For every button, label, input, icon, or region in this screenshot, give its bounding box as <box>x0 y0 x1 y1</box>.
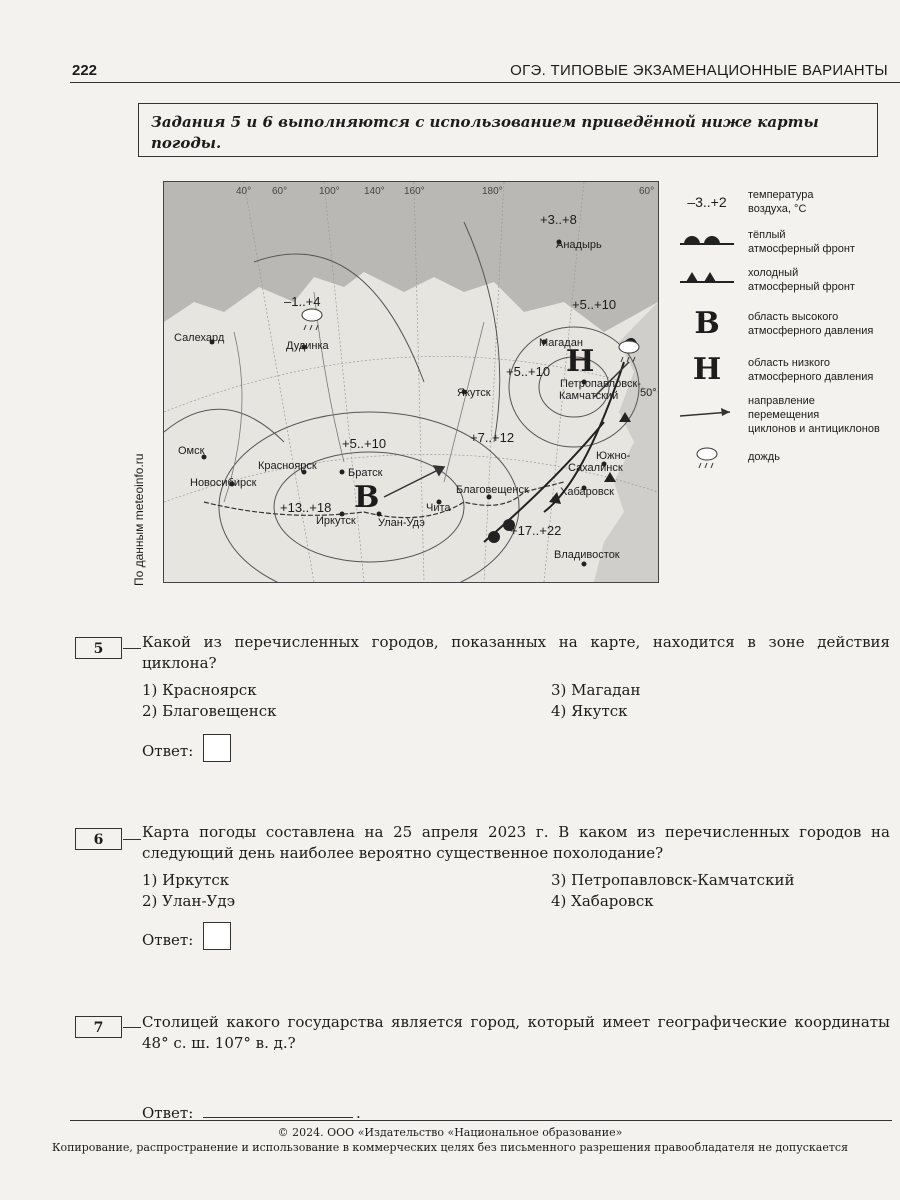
legend-text: воздуха, °С <box>748 203 807 215</box>
answer-option: 4) Якутск <box>551 702 628 720</box>
answer-label: Ответ: <box>142 931 194 949</box>
page-number: 222 <box>72 62 98 79</box>
legend-text: область высокого <box>748 311 839 323</box>
city-label: Петропавловск- <box>560 378 641 390</box>
high-pressure-marker: В <box>354 480 380 515</box>
legend-text: атмосферного давления <box>748 325 874 337</box>
temperature-label: +3..+8 <box>540 212 577 227</box>
lon-label: 60° <box>639 186 655 197</box>
lon-label: 180° <box>482 186 503 197</box>
city-label: Камчатский <box>559 390 619 402</box>
temperature-label: +7..+12 <box>470 430 515 445</box>
temperature-label: +13..+18 <box>280 500 332 515</box>
lon-label: 160° <box>404 186 425 197</box>
low-pressure-letter: Н <box>692 352 722 387</box>
footer-copyright: © 2024. ООО «Издательство «Национальное образование» <box>277 1126 623 1139</box>
question-number: 6 <box>75 828 122 850</box>
footer-notice: Копирование, распространение и использование в коммерческих целях без письменного разрешения правообладателя не допускается <box>51 1141 849 1154</box>
city-label: Улан-Удэ <box>378 517 425 529</box>
answer-option: 1) Красноярск <box>142 681 257 699</box>
arrow-icon <box>672 394 742 434</box>
answer-box[interactable] <box>203 734 231 762</box>
city-label: Иркутск <box>316 515 356 527</box>
answer-option: 3) Магадан <box>551 681 641 699</box>
city-label: Братск <box>348 467 383 479</box>
city-label: Благовещенск <box>456 484 529 496</box>
temperature-label: –1..+4 <box>284 294 321 309</box>
high-pressure-letter: В <box>694 306 720 341</box>
answer-option: 1) Иркутск <box>142 871 230 889</box>
header-divider <box>70 82 900 83</box>
low-pressure-marker: Н <box>566 344 595 379</box>
lon-label: 40° <box>236 186 252 197</box>
footer-divider <box>70 1120 892 1121</box>
task-intro: Задания 5 и 6 выполняются с использованием приведённой ниже карты погоды. <box>138 103 878 157</box>
legend-text: атмосферного давления <box>748 371 874 383</box>
map-source: По данным meteoinfo.ru <box>132 453 146 586</box>
city-label: Салехард <box>174 332 225 344</box>
lat-label: 50° <box>640 387 657 399</box>
city-label: Анадырь <box>556 239 602 251</box>
answer-box[interactable] <box>203 922 231 950</box>
temperature-label: +5..+10 <box>342 436 387 451</box>
answer-label: Ответ: <box>142 1104 194 1122</box>
answer-line[interactable] <box>203 1103 353 1118</box>
running-title: ОГЭ. ТИПОВЫЕ ЭКЗАМЕНАЦИОННЫЕ ВАРИАНТЫ <box>510 62 888 79</box>
city-label: Южно- <box>596 450 631 462</box>
legend-text: перемещения <box>748 409 820 421</box>
question-text: Карта погоды составлена на 25 апреля 2023 г. В каком из перечисленных городов на следующий день наиболее вероятно существенное похолодание? <box>142 823 890 862</box>
lon-label: 140° <box>364 186 385 197</box>
cold-front-icon <box>672 266 742 286</box>
map-legend <box>672 180 897 470</box>
city-label: Чита <box>426 502 451 514</box>
weather-map <box>163 181 659 583</box>
city-label: Магадан <box>539 337 583 349</box>
legend-text: температура <box>748 189 814 201</box>
question-text: Какой из перечисленных городов, показанных на карте, находится в зоне действия циклона? <box>142 633 890 672</box>
city-label: Красноярск <box>258 460 317 472</box>
legend-text: атмосферный фронт <box>748 243 855 255</box>
legend-text: направление <box>748 395 815 407</box>
rain-legend-icon <box>672 446 742 470</box>
legend-text: область низкого <box>748 357 830 369</box>
city-label: Сахалинск <box>568 462 623 474</box>
city-label: Владивосток <box>554 549 620 561</box>
city-label: Новосибирск <box>190 477 257 489</box>
temperature-label: +5..+10 <box>506 364 551 379</box>
legend-text: дождь <box>748 451 780 463</box>
answer-suffix: . <box>356 1104 361 1122</box>
answer-option: 4) Хабаровск <box>551 892 654 910</box>
lon-label: 100° <box>319 186 340 197</box>
city-label: Хабаровск <box>560 486 614 498</box>
warm-front-icon <box>672 228 742 248</box>
answer-option: 2) Улан-Удэ <box>142 892 236 910</box>
answer-option: 3) Петропавловск-Камчатский <box>551 871 795 889</box>
legend-text: тёплый <box>748 229 786 241</box>
answer-label: Ответ: <box>142 742 194 760</box>
temperature-label: +5..+10 <box>572 297 617 312</box>
legend-text: циклонов и антициклонов <box>748 423 880 435</box>
question-text: Столицей какого государства является город, который имеет географические координаты 48° с. ш. 107° в. д.? <box>142 1013 890 1052</box>
city-label: Омск <box>178 445 205 457</box>
city-label: Дудинка <box>286 340 329 352</box>
answer-option: 2) Благовещенск <box>142 702 277 720</box>
temperature-label: +17..+22 <box>510 523 562 538</box>
legend-text: атмосферный фронт <box>748 281 855 293</box>
lon-label: 60° <box>272 186 288 197</box>
question-number: 5 <box>75 637 122 659</box>
question-number: 7 <box>75 1016 122 1038</box>
legend-text: холодный <box>748 267 799 279</box>
city-label: Якутск <box>457 387 491 399</box>
temperature-symbol: –3..+2 <box>687 194 727 210</box>
